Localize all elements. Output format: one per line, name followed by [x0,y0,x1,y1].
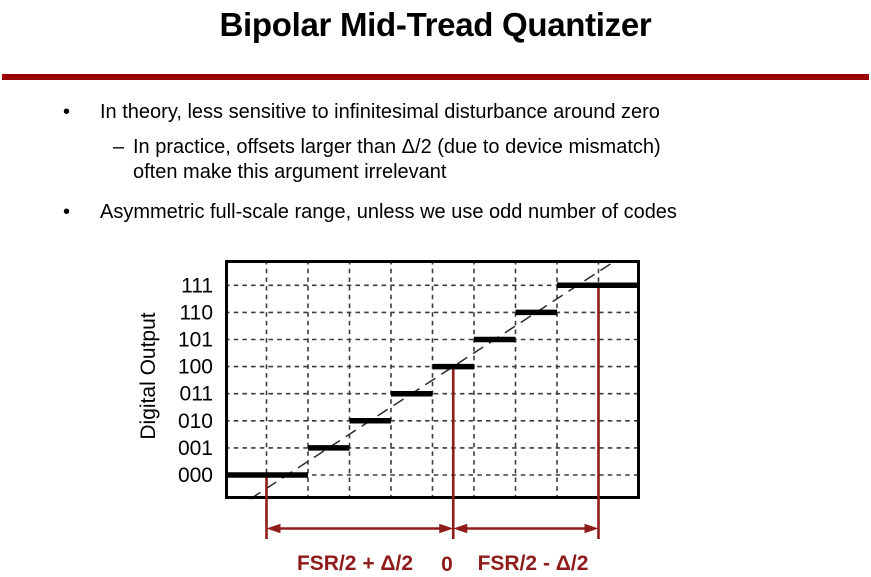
y-tick-label: 110 [179,301,213,325]
quantizer-transfer-chart [0,240,871,577]
bullet-text: In theory, less sensitive to infinitesimal disturbance around zero [100,101,660,123]
arrowhead-left [453,524,467,534]
arrowhead-right [439,524,453,534]
bullet-item-2 [0,200,677,225]
arrowhead-left [267,524,281,534]
bullet-item-1 [0,100,660,125]
ideal-transfer-line [250,260,616,499]
annotation-label: FSR/2 + Δ/2 [296,552,414,575]
y-tick-label: 010 [177,409,213,433]
y-tick-label: 011 [179,382,213,406]
bullet-dot: • [63,201,71,223]
annotation-label: 0 [441,553,453,576]
y-tick-label: 100 [177,355,213,379]
annotation-label: FSR/2 - Δ/2 [477,552,589,575]
y-axis-title: Digital Output [137,312,160,440]
sub-bullet-item [0,135,661,185]
slide-title: Bipolar Mid-Tread Quantizer [219,6,652,43]
sub-bullet-line-2: often make this argument irrelevant [133,161,447,183]
title-divider-rule [2,74,869,80]
arrowhead-right [585,524,599,534]
sub-bullet-line-1: In practice, offsets larger than Δ/2 (due to device mismatch) [133,136,661,158]
y-tick-label: 001 [177,436,213,460]
sub-bullet-dash: – [113,136,125,158]
bullet-dot: • [63,101,71,123]
y-tick-label: 111 [181,274,213,298]
bullet-text: Asymmetric full-scale range, unless we use odd number of codes [100,201,677,223]
sub-bullet-text [133,135,661,185]
y-tick-label: 000 [177,464,213,487]
y-tick-label: 101 [177,328,213,352]
